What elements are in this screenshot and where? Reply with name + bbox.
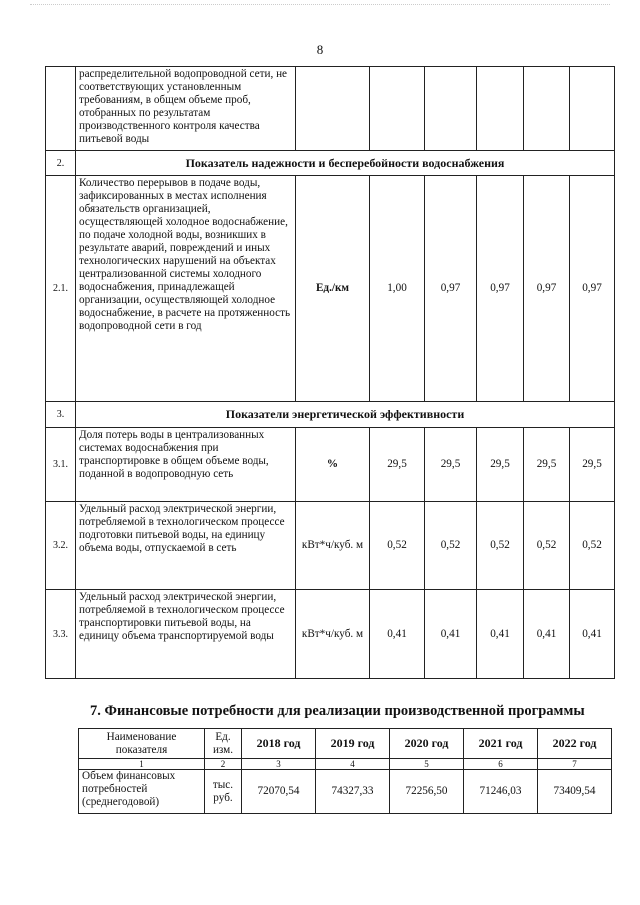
- col-index: 4: [316, 759, 390, 770]
- row-value: 29,5: [524, 428, 570, 502]
- scan-top-edge: [30, 4, 610, 6]
- row-unit: Ед./км: [296, 176, 370, 402]
- table-row: [79, 770, 612, 814]
- section-title: Показатель надежности и бесперебойности водоснабжения: [76, 151, 615, 176]
- row-value: 73409,54: [538, 770, 612, 814]
- row-value: 0,41: [570, 590, 615, 679]
- row-value: 29,5: [425, 428, 477, 502]
- table-row: [46, 428, 615, 502]
- row-value: 72070,54: [242, 770, 316, 814]
- row-value: 0,52: [524, 502, 570, 590]
- col-index: 1: [79, 759, 205, 770]
- col-index: 2: [205, 759, 242, 770]
- table-row: [46, 502, 615, 590]
- row-description: Доля потерь воды в централизованных системах водоснабжения при транспортировке в общем объеме воды, поданной в водопроводную сеть: [76, 428, 296, 502]
- section-number: 2.: [46, 151, 76, 176]
- row-number: 3.3.: [46, 590, 76, 679]
- row-value: 1,00: [370, 176, 425, 402]
- row-value: 0,52: [370, 502, 425, 590]
- row-value: 0,97: [570, 176, 615, 402]
- row-value: 29,5: [370, 428, 425, 502]
- row-value: 29,5: [477, 428, 524, 502]
- index-row: [79, 759, 612, 770]
- row-description: Удельный расход электрической энергии, потребляемой в технологическом процессе транспортировки питьевой воды, на единицу объема транспортируемой воды: [76, 590, 296, 679]
- row-value: 0,52: [570, 502, 615, 590]
- row-value: 29,5: [570, 428, 615, 502]
- table-row: [46, 590, 615, 679]
- section-title: Показатели энергетической эффективности: [76, 402, 615, 428]
- row-description: Удельный расход электрической энергии, потребляемой в технологическом процессе подготовки питьевой воды, на единицу объема воды, отпускаемой в сеть: [76, 502, 296, 590]
- finance-table: [78, 728, 612, 814]
- row-value: 72256,50: [390, 770, 464, 814]
- row-value: 0,41: [524, 590, 570, 679]
- col-index: 7: [538, 759, 612, 770]
- row-number: 2.1.: [46, 176, 76, 402]
- col-index: 5: [390, 759, 464, 770]
- row-value: 0,97: [524, 176, 570, 402]
- col-header-year: 2022 год: [538, 729, 612, 759]
- col-header-year: 2021 год: [464, 729, 538, 759]
- table-row: [46, 67, 615, 151]
- col-header-year: 2018 год: [242, 729, 316, 759]
- row-value: 74327,33: [316, 770, 390, 814]
- indicators-table: [45, 66, 615, 679]
- section-heading: 7. Финансовые потребности для реализации производственной программы: [90, 703, 585, 719]
- row-unit: %: [296, 428, 370, 502]
- row-number: 3.2.: [46, 502, 76, 590]
- row-description: распределительной водопроводной сети, не соответствующих установленным требованиям, в общем объеме проб, отобранных по результатам производственного контроля качества питьевой воды: [76, 67, 296, 151]
- col-header-name: Наименование показателя: [79, 729, 205, 759]
- table-row: [46, 176, 615, 402]
- row-value: 0,52: [477, 502, 524, 590]
- page-number: 8: [316, 42, 324, 57]
- section-row: [46, 151, 615, 176]
- row-number: 3.1.: [46, 428, 76, 502]
- row-value: 0,52: [425, 502, 477, 590]
- col-index: 6: [464, 759, 538, 770]
- row-value: 0,97: [477, 176, 524, 402]
- row-unit: кВт*ч/куб. м: [296, 502, 370, 590]
- col-index: 3: [242, 759, 316, 770]
- section-number: 3.: [46, 402, 76, 428]
- row-description: Количество перерывов в подаче воды, зафиксированных в местах исполнения обязательств организацией, осуществляющей холодное водоснабжение, по подаче холодной воды, возникших в результате аварий, повреждений и иных технологических нарушений на объектах централизованной системы холодного водоснабжения, принадлежащей организации, осуществляющей холодное водоснабжение, в расчете на протяженность водопроводной сети в год: [76, 176, 296, 402]
- row-unit: тыс. руб.: [205, 770, 242, 814]
- row-name: Объем финансовых потребностей (среднегодовой): [79, 770, 205, 814]
- row-unit: кВт*ч/куб. м: [296, 590, 370, 679]
- row-value: 71246,03: [464, 770, 538, 814]
- row-value: 0,41: [370, 590, 425, 679]
- row-value: 0,97: [425, 176, 477, 402]
- row-value: 0,41: [477, 590, 524, 679]
- header-row: [79, 729, 612, 759]
- row-value: 0,41: [425, 590, 477, 679]
- col-header-year: 2020 год: [390, 729, 464, 759]
- section-row: [46, 402, 615, 428]
- col-header-unit: Ед. изм.: [205, 729, 242, 759]
- col-header-year: 2019 год: [316, 729, 390, 759]
